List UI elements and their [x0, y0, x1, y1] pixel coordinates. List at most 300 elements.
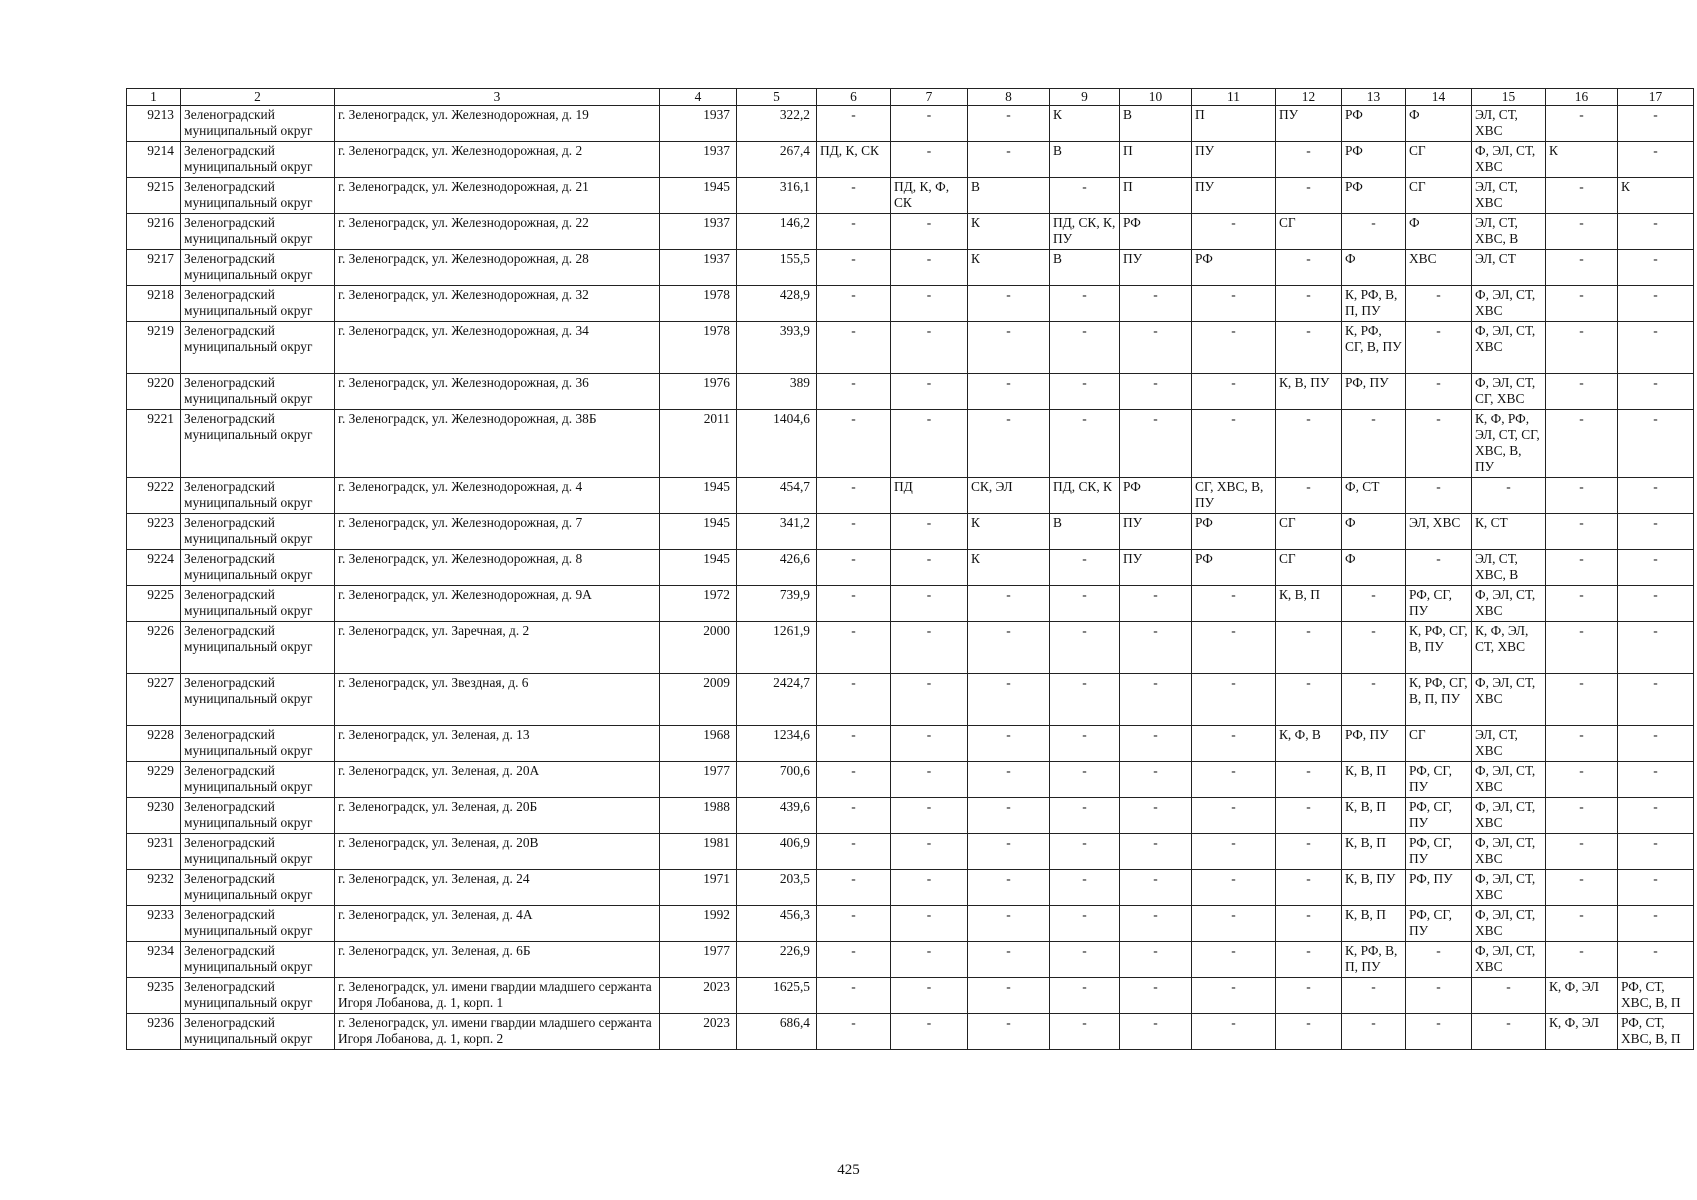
table-row	[127, 374, 1694, 410]
cell-col-17: -	[1618, 870, 1694, 906]
cell-area: 456,3	[737, 906, 817, 942]
cell-col-17: -	[1618, 214, 1694, 250]
cell-col-15: ЭЛ, СТ, ХВС	[1472, 106, 1546, 142]
cell-col-10: -	[1120, 322, 1192, 374]
cell-year: 1978	[660, 322, 737, 374]
table-row	[127, 514, 1694, 550]
cell-col-11: -	[1192, 726, 1276, 762]
table-row	[127, 550, 1694, 586]
cell-col-8: СК, ЭЛ	[968, 478, 1050, 514]
cell-col-16: К	[1546, 142, 1618, 178]
cell-year: 1945	[660, 514, 737, 550]
cell-col-9: -	[1050, 322, 1120, 374]
cell-col-10: -	[1120, 870, 1192, 906]
cell-col-7: -	[891, 978, 968, 1014]
cell-col-12: -	[1276, 798, 1342, 834]
cell-area: 739,9	[737, 586, 817, 622]
cell-col-8: -	[968, 586, 1050, 622]
column-header-9: 9	[1050, 89, 1120, 106]
header-row	[127, 89, 1694, 106]
cell-col-9: -	[1050, 798, 1120, 834]
cell-col-12: -	[1276, 1014, 1342, 1050]
cell-area: 686,4	[737, 1014, 817, 1050]
table-row	[127, 906, 1694, 942]
cell-col-10: -	[1120, 942, 1192, 978]
cell-col-7: -	[891, 250, 968, 286]
cell-district: Зеленоградский муниципальный округ	[181, 978, 335, 1014]
cell-col-15: Ф, ЭЛ, СТ, ХВС	[1472, 286, 1546, 322]
cell-col-13: Ф	[1342, 250, 1406, 286]
cell-col-16: -	[1546, 322, 1618, 374]
cell-col-12: -	[1276, 622, 1342, 674]
cell-col-8: -	[968, 798, 1050, 834]
cell-col-8: -	[968, 834, 1050, 870]
cell-col-10: -	[1120, 978, 1192, 1014]
cell-col-10: -	[1120, 906, 1192, 942]
cell-row-number: 9213	[127, 106, 181, 142]
cell-col-6: -	[817, 286, 891, 322]
cell-col-16: -	[1546, 478, 1618, 514]
cell-col-15: ЭЛ, СТ, ХВС	[1472, 178, 1546, 214]
cell-col-7: -	[891, 322, 968, 374]
cell-col-7: -	[891, 374, 968, 410]
cell-year: 1976	[660, 374, 737, 410]
cell-address: г. Зеленоградск, ул. Железнодорожная, д. 28	[335, 250, 660, 286]
cell-col-11: -	[1192, 942, 1276, 978]
cell-year: 1945	[660, 550, 737, 586]
cell-row-number: 9227	[127, 674, 181, 726]
register-table	[126, 88, 1694, 1050]
cell-col-17: -	[1618, 322, 1694, 374]
cell-area: 439,6	[737, 798, 817, 834]
cell-area: 700,6	[737, 762, 817, 798]
cell-col-17: -	[1618, 726, 1694, 762]
cell-area: 389	[737, 374, 817, 410]
cell-col-16: К, Ф, ЭЛ	[1546, 978, 1618, 1014]
cell-col-6: -	[817, 410, 891, 478]
cell-col-16: -	[1546, 834, 1618, 870]
cell-col-11: ПУ	[1192, 178, 1276, 214]
cell-col-8: -	[968, 286, 1050, 322]
cell-col-12: -	[1276, 322, 1342, 374]
cell-col-12: К, В, П	[1276, 586, 1342, 622]
cell-area: 428,9	[737, 286, 817, 322]
cell-col-16: -	[1546, 410, 1618, 478]
cell-col-14: РФ, СГ, ПУ	[1406, 906, 1472, 942]
cell-address: г. Зеленоградск, ул. Зеленая, д. 20А	[335, 762, 660, 798]
cell-col-16: -	[1546, 798, 1618, 834]
cell-col-14: Ф	[1406, 214, 1472, 250]
cell-row-number: 9236	[127, 1014, 181, 1050]
cell-col-8: -	[968, 726, 1050, 762]
cell-year: 2023	[660, 978, 737, 1014]
cell-col-6: -	[817, 674, 891, 726]
cell-col-13: РФ, ПУ	[1342, 726, 1406, 762]
cell-col-12: -	[1276, 250, 1342, 286]
column-header-8: 8	[968, 89, 1050, 106]
column-header-6: 6	[817, 89, 891, 106]
cell-address: г. Зеленоградск, ул. Железнодорожная, д. 34	[335, 322, 660, 374]
cell-row-number: 9216	[127, 214, 181, 250]
cell-col-10: -	[1120, 674, 1192, 726]
table-row	[127, 410, 1694, 478]
cell-address: г. Зеленоградск, ул. Железнодорожная, д. 21	[335, 178, 660, 214]
cell-district: Зеленоградский муниципальный округ	[181, 478, 335, 514]
cell-col-13: -	[1342, 1014, 1406, 1050]
table-row	[127, 1014, 1694, 1050]
cell-col-14: РФ, СГ, ПУ	[1406, 586, 1472, 622]
cell-area: 1625,5	[737, 978, 817, 1014]
table-row	[127, 978, 1694, 1014]
cell-col-8: -	[968, 870, 1050, 906]
cell-col-6: -	[817, 106, 891, 142]
cell-col-15: ЭЛ, СТ, ХВС	[1472, 726, 1546, 762]
cell-col-14: -	[1406, 1014, 1472, 1050]
cell-district: Зеленоградский муниципальный округ	[181, 286, 335, 322]
cell-col-6: -	[817, 250, 891, 286]
cell-col-12: -	[1276, 942, 1342, 978]
cell-row-number: 9225	[127, 586, 181, 622]
cell-col-12: -	[1276, 834, 1342, 870]
cell-col-8: -	[968, 106, 1050, 142]
cell-col-6: -	[817, 834, 891, 870]
cell-district: Зеленоградский муниципальный округ	[181, 674, 335, 726]
cell-district: Зеленоградский муниципальный округ	[181, 550, 335, 586]
cell-col-6: -	[817, 906, 891, 942]
column-header-2: 2	[181, 89, 335, 106]
cell-col-15: К, СТ	[1472, 514, 1546, 550]
cell-col-7: -	[891, 514, 968, 550]
table-row	[127, 478, 1694, 514]
cell-col-14: -	[1406, 550, 1472, 586]
cell-col-17: -	[1618, 374, 1694, 410]
cell-col-12: -	[1276, 870, 1342, 906]
cell-col-10: -	[1120, 286, 1192, 322]
cell-address: г. Зеленоградск, ул. Зеленая, д. 24	[335, 870, 660, 906]
cell-col-16: -	[1546, 374, 1618, 410]
cell-row-number: 9222	[127, 478, 181, 514]
cell-col-6: -	[817, 978, 891, 1014]
cell-area: 393,9	[737, 322, 817, 374]
cell-year: 2009	[660, 674, 737, 726]
column-header-13: 13	[1342, 89, 1406, 106]
cell-col-7: -	[891, 622, 968, 674]
cell-col-14: СГ	[1406, 178, 1472, 214]
cell-address: г. Зеленоградск, ул. Железнодорожная, д. 36	[335, 374, 660, 410]
cell-col-17: -	[1618, 514, 1694, 550]
table-row	[127, 250, 1694, 286]
cell-col-6: -	[817, 514, 891, 550]
column-header-7: 7	[891, 89, 968, 106]
cell-col-13: -	[1342, 978, 1406, 1014]
cell-col-8: -	[968, 978, 1050, 1014]
cell-col-14: СГ	[1406, 726, 1472, 762]
cell-col-16: -	[1546, 726, 1618, 762]
cell-year: 1988	[660, 798, 737, 834]
column-header-3: 3	[335, 89, 660, 106]
cell-col-6: -	[817, 622, 891, 674]
cell-col-14: К, РФ, СГ, В, П, ПУ	[1406, 674, 1472, 726]
cell-col-7: -	[891, 762, 968, 798]
cell-col-13: К, РФ, В, П, ПУ	[1342, 942, 1406, 978]
cell-area: 1234,6	[737, 726, 817, 762]
table-row	[127, 762, 1694, 798]
cell-col-15: -	[1472, 978, 1546, 1014]
cell-col-11: -	[1192, 1014, 1276, 1050]
cell-col-8: -	[968, 322, 1050, 374]
column-header-1: 1	[127, 89, 181, 106]
cell-col-15: ЭЛ, СТ, ХВС, В	[1472, 550, 1546, 586]
cell-row-number: 9218	[127, 286, 181, 322]
cell-address: г. Зеленоградск, ул. имени гвардии младшего сержанта Игоря Лобанова, д. 1, корп. 1	[335, 978, 660, 1014]
cell-col-11: -	[1192, 674, 1276, 726]
cell-col-13: К, В, П	[1342, 834, 1406, 870]
cell-address: г. Зеленоградск, ул. Зеленая, д. 4А	[335, 906, 660, 942]
cell-col-12: СГ	[1276, 514, 1342, 550]
cell-col-7: -	[891, 550, 968, 586]
cell-district: Зеленоградский муниципальный округ	[181, 178, 335, 214]
column-header-10: 10	[1120, 89, 1192, 106]
cell-col-8: -	[968, 674, 1050, 726]
cell-year: 1968	[660, 726, 737, 762]
cell-col-11: РФ	[1192, 514, 1276, 550]
cell-col-12: К, Ф, В	[1276, 726, 1342, 762]
cell-col-9: -	[1050, 942, 1120, 978]
cell-col-10: -	[1120, 834, 1192, 870]
cell-area: 1261,9	[737, 622, 817, 674]
cell-district: Зеленоградский муниципальный округ	[181, 762, 335, 798]
cell-col-11: -	[1192, 586, 1276, 622]
cell-col-9: -	[1050, 726, 1120, 762]
cell-col-7: -	[891, 106, 968, 142]
cell-col-9: ПД, СК, К	[1050, 478, 1120, 514]
cell-area: 322,2	[737, 106, 817, 142]
cell-col-15: Ф, ЭЛ, СТ, ХВС	[1472, 322, 1546, 374]
cell-col-10: П	[1120, 178, 1192, 214]
cell-col-7: ПД, К, Ф, СК	[891, 178, 968, 214]
cell-col-17: -	[1618, 906, 1694, 942]
cell-col-13: РФ, ПУ	[1342, 374, 1406, 410]
cell-col-14: -	[1406, 410, 1472, 478]
cell-col-8: К	[968, 250, 1050, 286]
cell-address: г. Зеленоградск, ул. Заречная, д. 2	[335, 622, 660, 674]
column-header-11: 11	[1192, 89, 1276, 106]
cell-col-14: -	[1406, 978, 1472, 1014]
cell-district: Зеленоградский муниципальный округ	[181, 214, 335, 250]
cell-area: 146,2	[737, 214, 817, 250]
cell-col-17: -	[1618, 286, 1694, 322]
cell-col-8: -	[968, 410, 1050, 478]
cell-col-17: РФ, СТ, ХВС, В, П	[1618, 1014, 1694, 1050]
cell-col-17: К	[1618, 178, 1694, 214]
cell-col-9: -	[1050, 586, 1120, 622]
table-row	[127, 674, 1694, 726]
cell-col-10: -	[1120, 726, 1192, 762]
cell-col-17: -	[1618, 622, 1694, 674]
cell-col-8: -	[968, 942, 1050, 978]
cell-col-13: К, В, П	[1342, 798, 1406, 834]
cell-col-7: -	[891, 798, 968, 834]
cell-row-number: 9235	[127, 978, 181, 1014]
cell-area: 2424,7	[737, 674, 817, 726]
cell-col-11: -	[1192, 322, 1276, 374]
cell-col-17: -	[1618, 250, 1694, 286]
cell-col-8: В	[968, 178, 1050, 214]
cell-col-9: -	[1050, 550, 1120, 586]
cell-row-number: 9217	[127, 250, 181, 286]
cell-col-7: -	[891, 674, 968, 726]
cell-col-6: -	[817, 1014, 891, 1050]
cell-col-11: РФ	[1192, 250, 1276, 286]
cell-col-9: В	[1050, 250, 1120, 286]
column-header-4: 4	[660, 89, 737, 106]
cell-area: 1404,6	[737, 410, 817, 478]
cell-year: 1972	[660, 586, 737, 622]
column-header-17: 17	[1618, 89, 1694, 106]
cell-col-15: Ф, ЭЛ, СТ, ХВС	[1472, 870, 1546, 906]
cell-col-16: -	[1546, 514, 1618, 550]
cell-col-6: -	[817, 942, 891, 978]
cell-col-16: -	[1546, 870, 1618, 906]
cell-row-number: 9224	[127, 550, 181, 586]
cell-col-6: -	[817, 798, 891, 834]
cell-col-17: -	[1618, 762, 1694, 798]
cell-col-13: Ф	[1342, 514, 1406, 550]
cell-col-9: В	[1050, 142, 1120, 178]
cell-col-12: -	[1276, 674, 1342, 726]
cell-col-9: -	[1050, 1014, 1120, 1050]
cell-col-9: К	[1050, 106, 1120, 142]
cell-address: г. Зеленоградск, ул. Железнодорожная, д. 7	[335, 514, 660, 550]
cell-district: Зеленоградский муниципальный округ	[181, 870, 335, 906]
cell-row-number: 9230	[127, 798, 181, 834]
cell-col-14: РФ, ПУ	[1406, 870, 1472, 906]
cell-col-15: Ф, ЭЛ, СТ, ХВС	[1472, 142, 1546, 178]
cell-col-10: В	[1120, 106, 1192, 142]
cell-col-13: -	[1342, 622, 1406, 674]
cell-col-7: -	[891, 906, 968, 942]
cell-col-10: РФ	[1120, 214, 1192, 250]
cell-col-14: РФ, СГ, ПУ	[1406, 834, 1472, 870]
cell-col-15: Ф, ЭЛ, СТ, ХВС	[1472, 942, 1546, 978]
cell-col-17: -	[1618, 674, 1694, 726]
column-header-5: 5	[737, 89, 817, 106]
cell-col-6: -	[817, 550, 891, 586]
cell-year: 1937	[660, 106, 737, 142]
cell-col-12: К, В, ПУ	[1276, 374, 1342, 410]
cell-col-16: -	[1546, 622, 1618, 674]
cell-col-16: -	[1546, 286, 1618, 322]
cell-col-15: Ф, ЭЛ, СТ, ХВС	[1472, 586, 1546, 622]
cell-row-number: 9214	[127, 142, 181, 178]
cell-year: 1977	[660, 762, 737, 798]
cell-col-14: СГ	[1406, 142, 1472, 178]
cell-col-11: -	[1192, 286, 1276, 322]
cell-row-number: 9228	[127, 726, 181, 762]
cell-col-9: -	[1050, 978, 1120, 1014]
cell-district: Зеленоградский муниципальный округ	[181, 514, 335, 550]
cell-col-17: -	[1618, 410, 1694, 478]
cell-col-8: -	[968, 374, 1050, 410]
cell-col-9: -	[1050, 870, 1120, 906]
cell-col-17: -	[1618, 798, 1694, 834]
cell-district: Зеленоградский муниципальный округ	[181, 322, 335, 374]
cell-col-16: -	[1546, 942, 1618, 978]
cell-col-14: К, РФ, СГ, В, ПУ	[1406, 622, 1472, 674]
cell-district: Зеленоградский муниципальный округ	[181, 410, 335, 478]
cell-col-16: -	[1546, 762, 1618, 798]
cell-col-11: -	[1192, 410, 1276, 478]
cell-district: Зеленоградский муниципальный округ	[181, 834, 335, 870]
cell-address: г. Зеленоградск, ул. Зеленая, д. 20В	[335, 834, 660, 870]
cell-col-9: -	[1050, 374, 1120, 410]
cell-address: г. Зеленоградск, ул. Железнодорожная, д. 38Б	[335, 410, 660, 478]
cell-year: 1977	[660, 942, 737, 978]
cell-district: Зеленоградский муниципальный округ	[181, 250, 335, 286]
cell-col-11: -	[1192, 978, 1276, 1014]
cell-col-16: -	[1546, 906, 1618, 942]
cell-col-11: -	[1192, 834, 1276, 870]
cell-col-12: -	[1276, 178, 1342, 214]
cell-col-7: -	[891, 214, 968, 250]
cell-col-6: -	[817, 374, 891, 410]
column-header-15: 15	[1472, 89, 1546, 106]
cell-col-17: -	[1618, 942, 1694, 978]
cell-address: г. Зеленоградск, ул. Железнодорожная, д. 32	[335, 286, 660, 322]
cell-row-number: 9219	[127, 322, 181, 374]
column-header-12: 12	[1276, 89, 1342, 106]
cell-col-13: РФ	[1342, 142, 1406, 178]
cell-row-number: 9231	[127, 834, 181, 870]
cell-col-13: Ф, СТ	[1342, 478, 1406, 514]
cell-col-16: -	[1546, 178, 1618, 214]
cell-col-9: -	[1050, 178, 1120, 214]
cell-area: 426,6	[737, 550, 817, 586]
cell-col-8: К	[968, 214, 1050, 250]
cell-year: 1981	[660, 834, 737, 870]
cell-address: г. Зеленоградск, ул. Железнодорожная, д. 19	[335, 106, 660, 142]
cell-col-12: -	[1276, 906, 1342, 942]
table-row	[127, 142, 1694, 178]
cell-year: 1971	[660, 870, 737, 906]
cell-col-14: ЭЛ, ХВС	[1406, 514, 1472, 550]
cell-district: Зеленоградский муниципальный округ	[181, 586, 335, 622]
table-row	[127, 214, 1694, 250]
cell-district: Зеленоградский муниципальный округ	[181, 106, 335, 142]
cell-year: 1945	[660, 178, 737, 214]
cell-col-10: -	[1120, 798, 1192, 834]
column-header-16: 16	[1546, 89, 1618, 106]
table-row	[127, 798, 1694, 834]
cell-col-6: -	[817, 322, 891, 374]
table-row	[127, 726, 1694, 762]
cell-col-15: К, Ф, РФ, ЭЛ, СТ, СГ, ХВС, В, ПУ	[1472, 410, 1546, 478]
cell-col-7: -	[891, 142, 968, 178]
cell-col-12: -	[1276, 978, 1342, 1014]
cell-col-9: -	[1050, 674, 1120, 726]
cell-col-13: -	[1342, 586, 1406, 622]
cell-address: г. Зеленоградск, ул. Железнодорожная, д. 8	[335, 550, 660, 586]
cell-col-13: К, РФ, СГ, В, ПУ	[1342, 322, 1406, 374]
cell-row-number: 9220	[127, 374, 181, 410]
cell-district: Зеленоградский муниципальный округ	[181, 374, 335, 410]
cell-area: 155,5	[737, 250, 817, 286]
table-row	[127, 834, 1694, 870]
cell-row-number: 9215	[127, 178, 181, 214]
cell-year: 1978	[660, 286, 737, 322]
cell-col-10: -	[1120, 622, 1192, 674]
cell-col-17: -	[1618, 550, 1694, 586]
